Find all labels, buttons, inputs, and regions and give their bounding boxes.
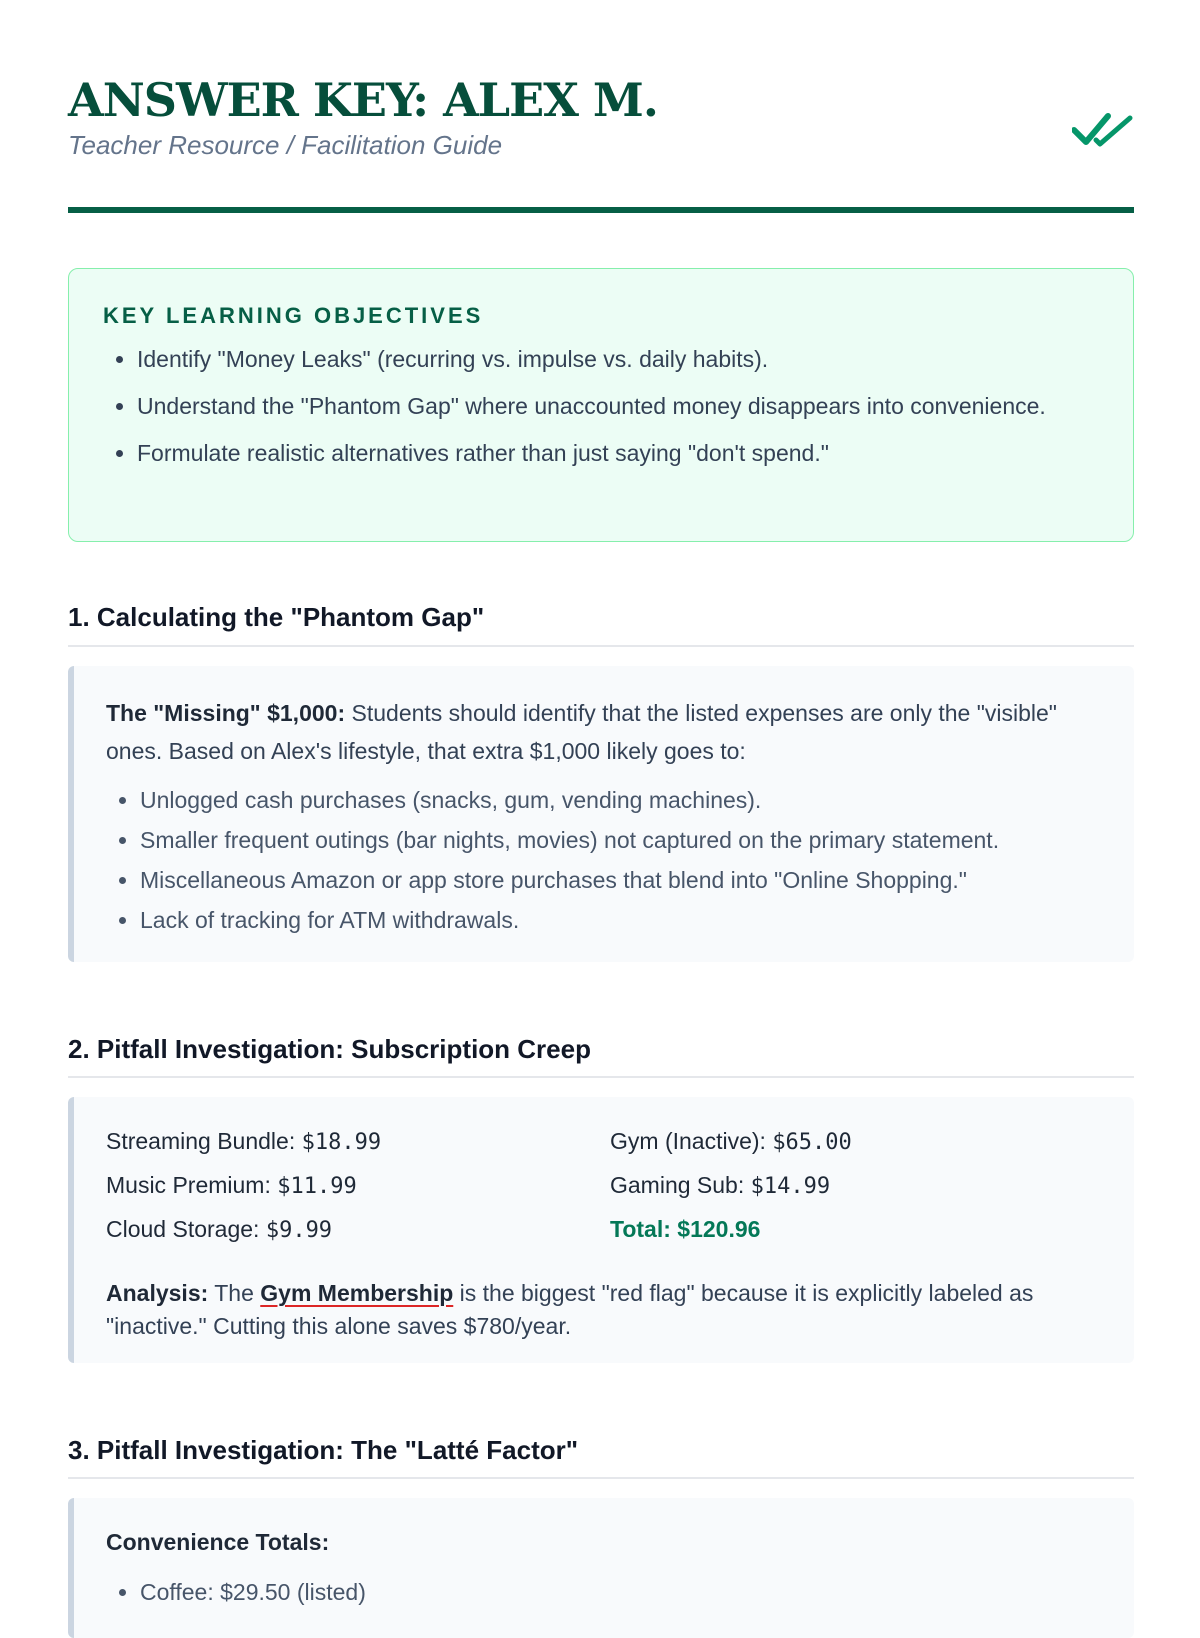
subscription-cloud: Cloud Storage: $9.99	[106, 1216, 333, 1243]
convenience-heading: Convenience Totals:	[106, 1529, 330, 1555]
section-2-divider	[68, 1076, 1134, 1078]
objective-item: • Formulate realistic alternatives rather than just saying "don't spend."	[137, 437, 1099, 470]
subscription-streaming: Streaming Bundle: $18.99	[106, 1128, 382, 1155]
list-item: • Lack of tracking for ATM withdrawals.	[140, 900, 1104, 940]
phantom-gap-list	[106, 780, 1104, 940]
objectives-heading: KEY LEARNING OBJECTIVES	[103, 303, 484, 328]
subscription-analysis: Analysis: The Gym Membership is the biggest "red flag" because it is explicitly labeled as "inactive." Cutting this alone saves $780/year.	[106, 1280, 1034, 1339]
phantom-gap-intro	[106, 694, 1104, 770]
subscription-gaming: Gaming Sub: $14.99	[610, 1172, 831, 1199]
subscription-gym: Gym (Inactive): $65.00	[610, 1128, 852, 1155]
header-divider	[68, 207, 1134, 213]
list-item: • Coffee: $29.50 (listed)	[140, 1572, 1104, 1612]
list-item: • Unlogged cash purchases (snacks, gum, vending machines).	[140, 780, 1104, 820]
objective-item: • Understand the "Phantom Gap" where unaccounted money disappears into convenience.	[137, 390, 1099, 423]
objective-item: • Identify "Money Leaks" (recurring vs. impulse vs. daily habits).	[137, 343, 1099, 376]
list-item: • Smaller frequent outings (bar nights, movies) not captured on the primary statement.	[140, 820, 1104, 860]
page-subtitle: Teacher Resource / Facilitation Guide	[68, 130, 503, 160]
phantom-gap-lead: The "Missing" $1,000:	[106, 700, 346, 726]
latte-factor-panel	[68, 1498, 1134, 1638]
subscription-music: Music Premium: $11.99	[106, 1172, 357, 1199]
header	[68, 72, 1134, 162]
objectives-list	[103, 343, 1099, 470]
phantom-gap-panel	[68, 666, 1134, 962]
section-1-title: 1. Calculating the "Phantom Gap"	[68, 602, 485, 632]
section-1-divider	[68, 645, 1134, 647]
list-item: • Miscellaneous Amazon or app store purchases that blend into "Online Shopping."	[140, 860, 1104, 900]
subscription-total: Total: $120.96	[610, 1216, 761, 1242]
subscription-panel	[68, 1097, 1134, 1363]
gym-membership-highlight: Gym Membership	[260, 1280, 454, 1306]
subscription-list	[106, 1125, 1104, 1247]
section-3-title: 3. Pitfall Investigation: The "Latté Factor"	[68, 1435, 579, 1465]
learning-objectives-box	[68, 268, 1134, 542]
double-check-icon	[1072, 110, 1134, 150]
section-2-title: 2. Pitfall Investigation: Subscription Creep	[68, 1034, 591, 1064]
section-3-divider	[68, 1477, 1134, 1479]
phantom-gap-text: Students should identify that the listed expenses are only the "visible" ones. Based on Alex's lifestyle, that extra $1,000 likely goes to:	[106, 700, 1057, 764]
page-title: ANSWER KEY: ALEX M.	[68, 73, 658, 127]
convenience-list	[106, 1572, 1104, 1612]
analysis-label: Analysis:	[106, 1280, 209, 1306]
